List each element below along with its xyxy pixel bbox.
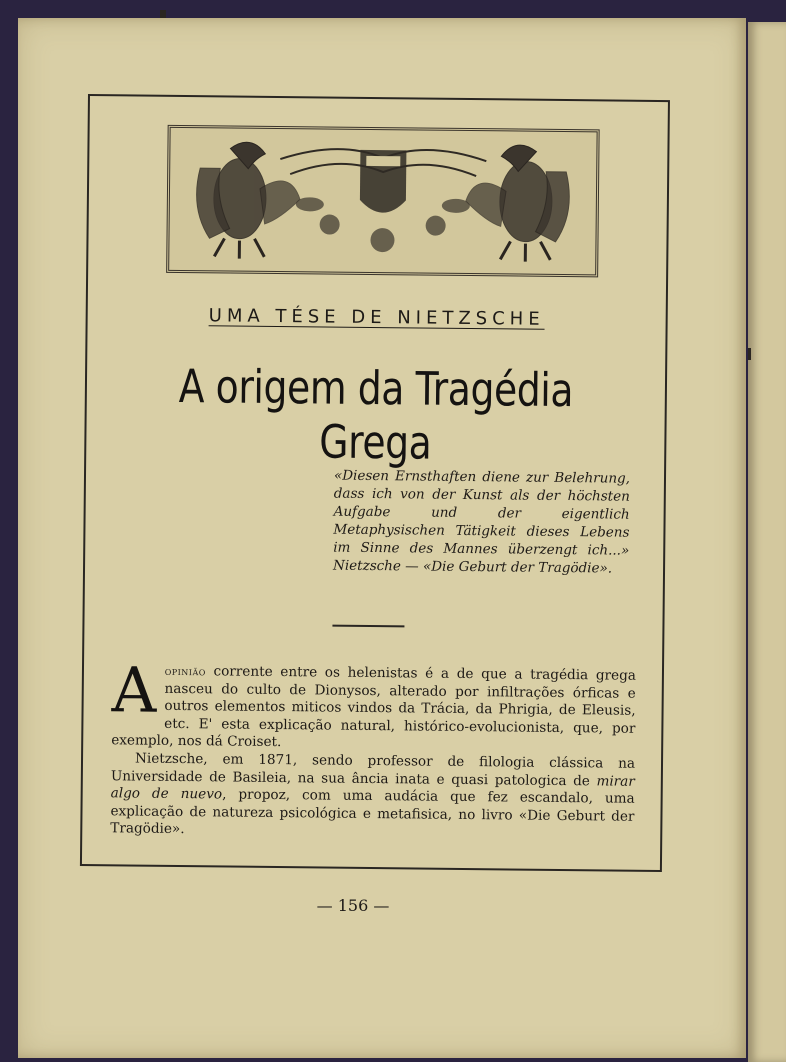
book-page bbox=[18, 18, 746, 1058]
page-number: — 156 — bbox=[316, 896, 390, 915]
article-body bbox=[110, 653, 637, 843]
paragraph-1 bbox=[111, 653, 637, 755]
page-border-frame bbox=[80, 94, 670, 872]
paragraph-2-text-end: , propoz, com uma audácia que fez escandalo, uma explicação de natureza psicológica e metafisica, no livro «Die Geburt der Tragödie». bbox=[110, 786, 635, 838]
paragraph-2 bbox=[110, 750, 635, 843]
drop-cap-letter: A bbox=[111, 653, 157, 727]
epigraph-quote: «Diesen Ernsthaften diene zur Belehrung, dass ich von der Kunst als der höchsten Aufgabe und der eigentlich Metaphysischen Tätigkeit dieses Lebens im Sinne des Mannes überzengt ich...» Nietzsche — «Die Geburt der Tragödie». bbox=[332, 467, 631, 577]
adjacent-page-edge bbox=[748, 22, 786, 1062]
eagles-ornament-graphic bbox=[169, 128, 596, 274]
eagles-vignette-illustration bbox=[166, 125, 600, 278]
paragraph-2-text-start: Nietzsche, em 1871, sendo professor de filologia clássica na Universidade de Basileia, na sua ância inata e quasi patologica de bbox=[110, 750, 636, 789]
section-divider bbox=[332, 625, 404, 628]
paragraph-2-italic: mirar algo de nuevo bbox=[110, 772, 635, 803]
page-tear-mark bbox=[160, 10, 166, 18]
article-title: A origem da Tragédia Grega bbox=[178, 358, 574, 470]
lead-word: opinião bbox=[164, 663, 206, 679]
paragraph-1-text: corrente entre os helenistas é a de que a tragédia grega nasceu do culto de Dionysos, alterado por infiltrações órficas e outros elementos miticos vindos da Trácia, da Phrigia, de Eleusis, etc. E' esta explicação natural, histórico-evolucionista, que, por exemplo, nos dá Croiset. bbox=[111, 663, 637, 751]
article-subtitle: UMA TÉSE DE NIETZSCHE bbox=[208, 305, 545, 330]
ink-speck bbox=[748, 348, 751, 360]
